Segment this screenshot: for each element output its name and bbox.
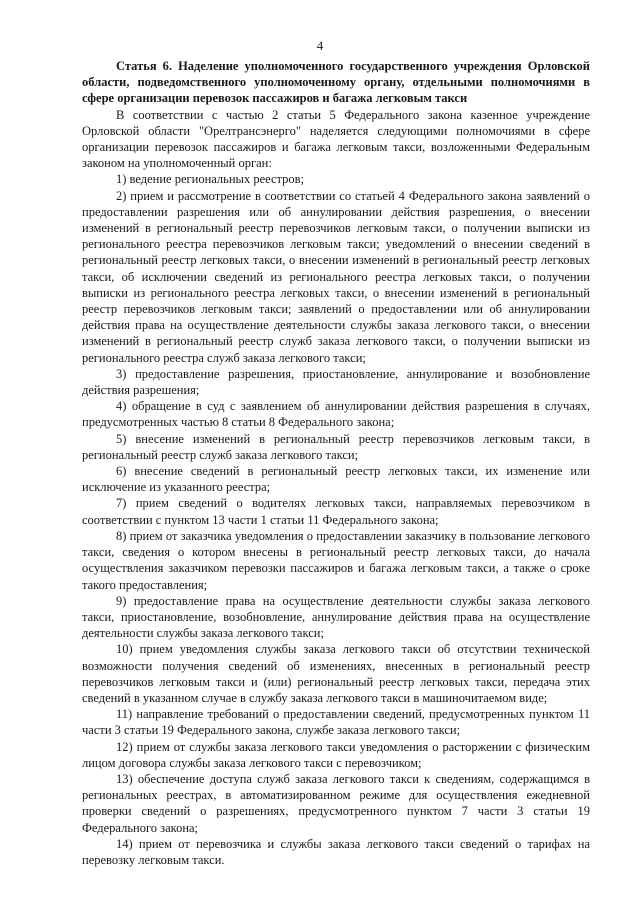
list-item: 7) прием сведений о водителях легковых такси, направляемых перевозчиком в соответствии с пунктом 13 части 1 статьи 11 Федерального закона;	[82, 496, 590, 527]
article-body	[82, 58, 590, 868]
list-item: 9) предоставление права на осуществление деятельности службы заказа легкового такси, приостановление, возобновление, аннулирование действия права на осуществление деятельности службы заказа легкового такси;	[82, 593, 590, 641]
list-item: 6) внесение сведений в региональный реестр легковых такси, их изменение или исключение из указанного реестра;	[82, 464, 590, 495]
page-number: 4	[316, 38, 324, 53]
article-intro: В соответствии с частью 2 статьи 5 Федерального закона казенное учреждение Орловской области "Орелтрансэнерго" наделяется следующими полномочиями в сфере организации перевозок пассажиров и багажа легковым такси, возложенными Федеральным законом на уполномоченный орган:	[82, 107, 590, 171]
list-item: 3) предоставление разрешения, приостановление, аннулирование и возобновление действия разрешения;	[82, 366, 590, 398]
list-item: 4) обращение в суд с заявлением об аннулировании действия разрешения в случаях, предусмотренных частью 8 статьи 8 Федерального закона;	[82, 399, 590, 430]
article-heading: Статья 6. Наделение уполномоченного государственного учреждения Орловской области, подведомственного уполномоченному органу, отдельными полномочиями в сфере организации перевозок пассажиров и багажа легковым такси	[82, 59, 590, 106]
list-item: 10) прием уведомления службы заказа легкового такси об отсутствии технической возможности получения сведений об изменениях, внесенных в региональный реестр перевозчиков легковым такси и (или) региональный реестр легковых такси, передача этих сведений в указанном случае в службу заказа легкового такси в машиночитаемом виде;	[82, 642, 590, 705]
list-item: 5) внесение изменений в региональный реестр перевозчиков легковым такси, в региональный реестр служб заказа легкового такси;	[82, 431, 590, 462]
list-item: 14) прием от перевозчика и службы заказа легкового такси сведений о тарифах на перевозку легковым такси.	[82, 836, 590, 867]
list-item: 1) ведение региональных реестров;	[116, 172, 305, 187]
list-item: 11) направление требований о предоставлении сведений, предусмотренных пунктом 11 части 3 статьи 19 Федерального закона, службе заказа легкового такси;	[82, 707, 590, 738]
list-item: 2) прием и рассмотрение в соответствии со статьей 4 Федерального закона заявлений о предоставлении разрешения или об аннулировании действия разрешения, о внесении изменений в региональный реестр перевозчиков легковым такси, о получении выписки из регионального реестра перевозчиков легковым такси; уведомлений о внесении сведений в региональный реестр легковых такси, о внесении изменений в региональный реестр легковых такси, об исключении сведений из регионального реестра легковых такси, о получении выписки из регионального реестра легковых такси, о внесении изменений в региональный реестр перевозчиков легковым такси; заявлений о предоставлении или об аннулировании действия права на осуществление деятельности службы заказа легкового такси, о внесении изменений в региональный реестр служб заказа легкового такси, о получении выписки из регионального реестра служб заказа легкового такси;	[82, 188, 590, 365]
list-item: 8) прием от заказчика уведомления о предоставлении заказчику в пользование легкового такси, сведения о котором внесены в региональный реестр легковых такси, до начала осуществления заказчиком перевозки пассажиров и багажа легковым такси, а также о сроке такого предоставления;	[82, 528, 590, 592]
list-item: 12) прием от службы заказа легкового такси уведомления о расторжении с физическим лицом договора службы заказа легкового такси с перевозчиком;	[82, 739, 590, 770]
list-item: 13) обеспечение доступа служб заказа легкового такси к сведениям, содержащимся в региональных реестрах, в автоматизированном режиме для осуществления ежедневной проверки сведений о разрешениях, предусмотренного пунктом 7 части 3 статьи 19 Федерального закона;	[82, 771, 590, 835]
